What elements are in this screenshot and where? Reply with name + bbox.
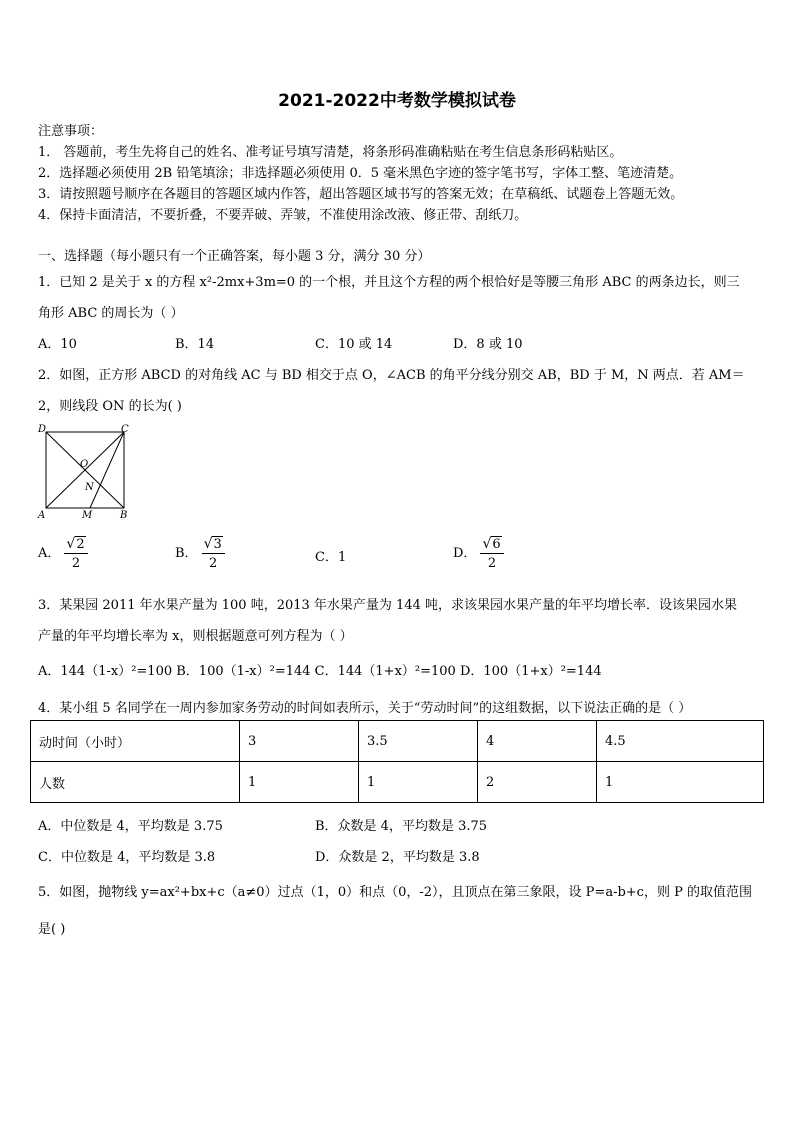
option-letter: D． <box>453 546 477 561</box>
q1-option-b: B．14 <box>175 337 215 352</box>
square-figure <box>34 424 134 520</box>
fraction-numerator: 6 <box>492 537 501 552</box>
q4-option-d: D．众数是 2，平均数是 3.8 <box>315 850 480 865</box>
table-cell: 人数 <box>31 762 240 803</box>
q1-option-a: A．10 <box>38 337 77 352</box>
table-row <box>31 762 764 803</box>
notice-item: 2．选择题必须使用 2B 铅笔填涂；非选择题必须使用 0．5 毫米黑色字迹的签字笔书写，字体工整、笔迹清楚。 <box>38 166 683 181</box>
notice-item: 3．请按照题号顺序在各题目的答题区域内作答，超出答题区域书写的答案无效；在草稿纸、试题卷上答题无效。 <box>38 187 684 202</box>
option-letter: B． <box>175 546 198 561</box>
q1-option-c: C．10 或 14 <box>315 337 393 352</box>
q2-option-a <box>38 536 88 571</box>
fraction <box>202 536 225 571</box>
q1-option-d: D．8 或 10 <box>453 337 523 352</box>
question-3-text: 3．某果园 2011 年水果产量为 100 吨，2013 年水果产量为 144 吨，求该果园水果产量的年平均增长率．设该果园水果 <box>38 598 737 613</box>
table-cell: 4.5 <box>597 721 764 762</box>
question-1-text: 1．已知 2 是关于 x 的方程 x²-2mx+3m=0 的一个根，并且这个方程的两个根恰好是等腰三角形 ABC 的两条边长，则三 <box>38 275 740 290</box>
page-title: 2021-2022中考数学模拟试卷 <box>278 91 516 111</box>
q4-option-c: C．中位数是 4，平均数是 3.8 <box>38 850 216 865</box>
labor-time-table <box>30 720 764 803</box>
label-d: D <box>38 424 47 435</box>
label-a: A <box>38 510 46 520</box>
notice-item: 1． 答题前，考生先将自己的姓名、准考证号填写清楚，将条形码准确粘贴在考生信息条形码粘贴区。 <box>38 145 623 160</box>
fraction-denominator: 2 <box>209 556 218 571</box>
fraction-numerator: 3 <box>213 537 222 552</box>
table-row <box>31 721 764 762</box>
table-cell: 2 <box>478 762 597 803</box>
sqrt-icon: √ <box>203 536 213 552</box>
table-cell: 3.5 <box>359 721 478 762</box>
q2-option-d <box>453 536 504 571</box>
label-o: O <box>80 459 89 470</box>
question-2-text: 2．如图，正方形 ABCD 的对角线 AC 与 BD 相交于点 O，∠ACB 的角平分线分别交 AB，BD 于 M，N 两点．若 AM＝ <box>38 368 745 383</box>
fraction-denominator: 2 <box>71 556 81 571</box>
notice-item: 4．保持卡面清洁，不要折叠，不要弄破、弄皱，不准使用涂改液、修正带、刮纸刀。 <box>38 208 528 223</box>
table-cell: 动时间（小时） <box>31 721 240 762</box>
table-cell: 4 <box>478 721 597 762</box>
question-3-text: 产量的年平均增长率为 x，则根据题意可列方程为（ ） <box>38 629 353 644</box>
fraction-denominator: 2 <box>487 556 497 571</box>
table-cell: 1 <box>240 762 359 803</box>
q4-option-a: A．中位数是 4，平均数是 3.75 <box>38 819 223 834</box>
q4-option-b: B．众数是 4，平均数是 3.75 <box>315 819 488 834</box>
fraction <box>64 536 87 571</box>
question-2-text: 2，则线段 ON 的长为( ) <box>38 399 182 414</box>
label-n: N <box>85 482 94 493</box>
option-letter: A． <box>38 546 61 561</box>
question-5-text: 是( ) <box>38 922 66 937</box>
table-cell: 1 <box>359 762 478 803</box>
question-4-text: 4．某小组 5 名同学在一周内参加家务劳动的时间如表所示，关于“劳动时间”的这组数据，以下说法正确的是（ ） <box>38 701 692 716</box>
q2-option-c: C．1 <box>315 550 347 565</box>
section-heading: 一、选择题（每小题只有一个正确答案，每小题 3 分，满分 30 分） <box>38 249 431 264</box>
q3-options: A．144（1-x）²=100 B．100（1-x）²=144 C．144（1+x）²=100 D．100（1+x）²=144 <box>38 664 602 679</box>
sqrt-icon: √ <box>66 536 76 552</box>
label-b: B <box>120 510 128 520</box>
question-5-text: 5．如图，抛物线 y=ax²+bx+c（a≠0）过点（1，0）和点（0，-2），且顶点在第三象限，设 P=a-b+c，则 P 的取值范围 <box>38 885 752 900</box>
table-cell: 3 <box>240 721 359 762</box>
fraction <box>480 536 503 571</box>
table-cell: 1 <box>597 762 764 803</box>
label-c: C <box>121 424 129 435</box>
bisector-cm <box>90 432 124 508</box>
notice-heading: 注意事项： <box>38 124 104 139</box>
fraction-numerator: 2 <box>76 537 85 552</box>
question-1-text: 角形 ABC 的周长为（ ） <box>38 306 184 321</box>
q2-option-b <box>175 536 225 571</box>
sqrt-icon: √ <box>482 536 492 552</box>
label-m: M <box>82 510 93 520</box>
